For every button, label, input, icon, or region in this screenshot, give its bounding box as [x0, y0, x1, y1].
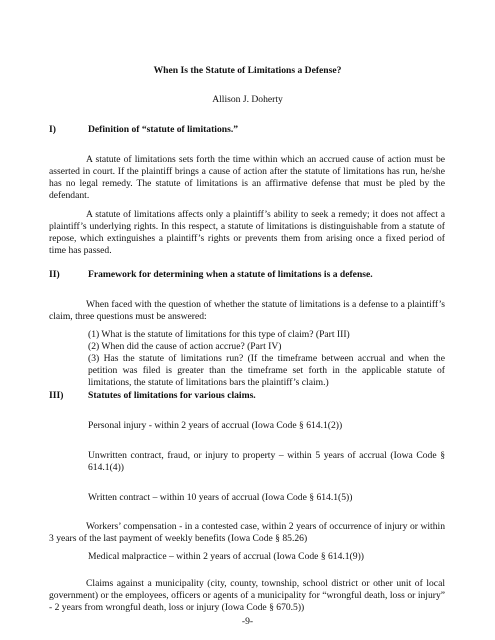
- section-1-paragraph-2: [49, 209, 445, 257]
- page-number: -9-: [241, 616, 254, 627]
- section-3-heading: Statutes of limitations for various claims.: [88, 390, 256, 401]
- question-item: (2) When did the cause of action accrue? (Part IV): [88, 341, 282, 353]
- section-1-paragraph-1: [49, 154, 445, 202]
- document-author: Allison J. Doherty: [212, 94, 283, 105]
- section-3-number: III): [49, 390, 64, 401]
- section-2-intro: [49, 299, 445, 323]
- limitation-item-municipality: [49, 578, 445, 614]
- section-1-paragraph-1-text: A statute of limitations sets forth the time within which an accrued cause of action must be asserted in court. If the plaintiff brings a cause of action after the statute of limitations has run, he/she has no legal remedy. The statute of limitations is an affirmative defense that must be pled by the defendant.: [49, 154, 445, 202]
- limitation-item-text: Workers’ compensation - in a contested case, within 2 years of occurrence of injury or within 3 years of the last payment of weekly benefits (Iowa Code § 85.26): [49, 521, 445, 545]
- question-item: (1) What is the statute of limitations for this type of claim? (Part III): [88, 329, 350, 340]
- section-2-intro-text: When faced with the question of whether the statute of limitations is a defense to a plaintiff’s claim, three questions must be answered:: [49, 299, 445, 323]
- limitation-item: Unwritten contract, fraud, or injury to property – within 5 years of accrual (Iowa Code § 614.1(4)): [88, 450, 445, 474]
- section-1-heading: Definition of “statute of limitations.”: [88, 124, 239, 135]
- limitation-item: Personal injury - within 2 years of accrual (Iowa Code § 614.1(2)): [88, 420, 343, 431]
- limitation-item-workers-comp: [49, 521, 445, 545]
- limitation-item: Written contract – within 10 years of accrual (Iowa Code § 614.1(5)): [88, 492, 353, 503]
- question-item: (3) Has the statute of limitations run? (If the timeframe between accrual and when the petition was filed is greater than the timeframe set forth in the applicable statute of limitations, the statute of limitations bars the plaintiff’s claim.): [88, 353, 445, 389]
- section-1-paragraph-2-text: A statute of limitations affects only a plaintiff’s ability to seek a remedy; it does not affect a plaintiff’s underlying rights. In this respect, a statute of limitations is distinguishable from a statute of repose, which extinguishes a plaintiff’s rights or prevents them from arising once a fixed period of time has passed.: [49, 209, 445, 257]
- section-1-number: I): [49, 124, 56, 135]
- limitation-item: Medical malpractice – within 2 years of accrual (Iowa Code § 614.1(9)): [88, 551, 364, 562]
- document-title: When Is the Statute of Limitations a Defense?: [153, 65, 342, 76]
- section-2-number: II): [49, 269, 60, 280]
- section-2-heading: Framework for determining when a statute of limitations is a defense.: [88, 269, 373, 280]
- limitation-item-text: Claims against a municipality (city, county, township, school district or other unit of local government) or the employees, officers or agents of a municipality for “wrongful death, loss or injury” - 2 years from wrongful death, loss or injury (Iowa Code § 670.5)): [49, 578, 445, 614]
- question-list: [88, 329, 445, 389]
